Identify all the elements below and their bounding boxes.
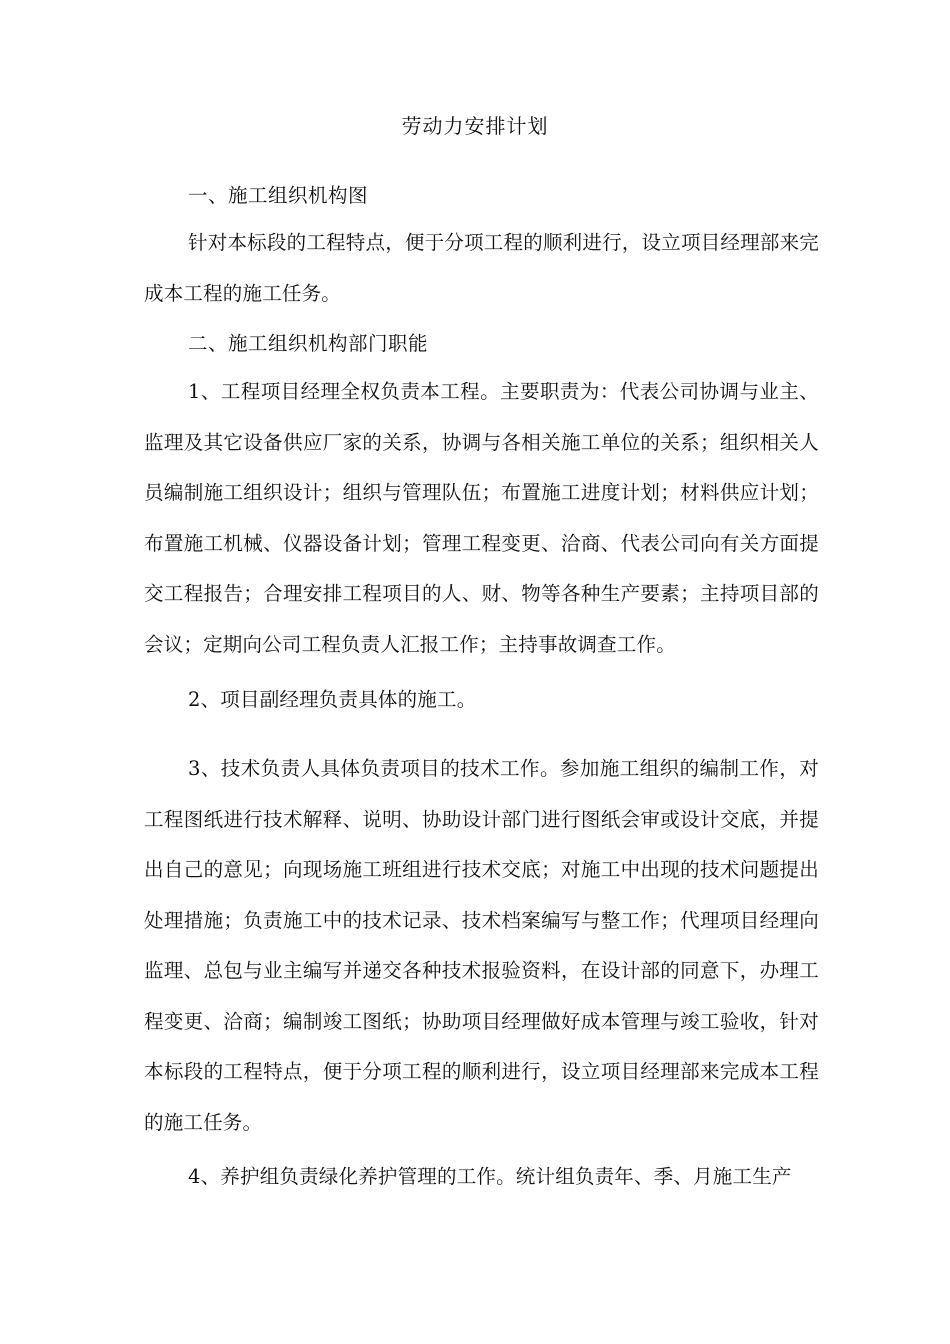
duty-item-4: 4、养护组负责绿化养护管理的工作。统计组负责年、季、月施工生产 xyxy=(188,1165,792,1188)
section-heading-2: 二、施工组织机构部门职能 xyxy=(188,332,429,355)
section-heading-1: 一、施工组织机构图 xyxy=(188,184,369,207)
section-1-paragraph: 针对本标段的工程特点，便于分项工程的顺利进行，设立项目经理部来完成本工程的施工任务。 xyxy=(144,231,819,305)
duty-item-2: 2、项目副经理负责具体的施工。 xyxy=(188,688,477,711)
page-title: 劳动力安排计划 xyxy=(401,114,549,138)
duty-item-1: 1、工程项目经理全权负责本工程。主要职责为：代表公司协调与业主、监理及其它设备供应厂家的关系，协调与各相关施工单位的关系；组织相关人员编制施工组织设计；组织与管理队伍；布置施工进度计划；材料供应计划；布置施工机械、仪器设备计划；管理工程变更、洽商、代表公司向有关方面提交工程报告；合理安排工程项目的人、财、物等各种生产要素；主持项目部的会议；定期向公司工程负责人汇报工作；主持事故调查工作。 xyxy=(144,380,819,656)
duty-item-3: 3、技术负责人具体负责项目的技术工作。参加施工组织的编制工作，对工程图纸进行技术解释、说明、协助设计部门进行图纸会审或设计交底，并提出自己的意见；向现场施工班组进行技术交底；对施工中出现的技术问题提出处理措施；负责施工中的技术记录、技术档案编写与整工作；代理项目经理向监理、总包与业主编写并递交各种技术报验资料，在设计部的同意下，办理工程变更、洽商；编制竣工图纸；协助项目经理做好成本管理与竣工验收，针对本标段的工程特点，便于分项工程的顺利进行，设立项目经理部来完成本工程的施工任务。 xyxy=(144,757,819,1134)
